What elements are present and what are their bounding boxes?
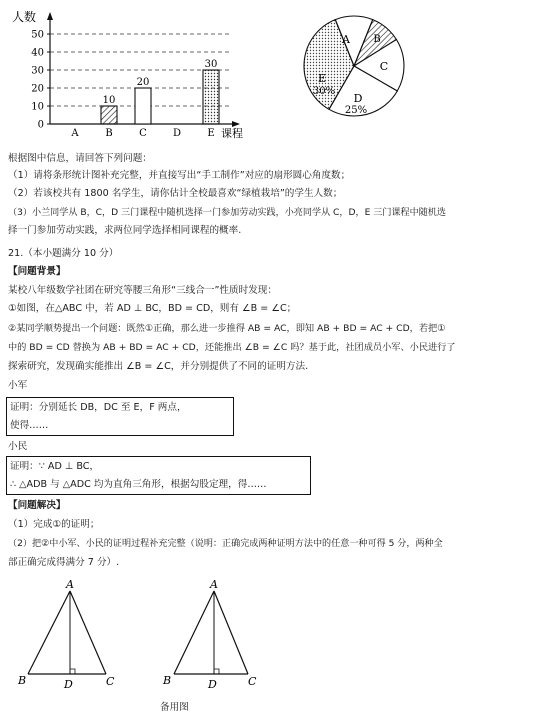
y-axis-arrow	[47, 12, 53, 20]
line-q1: （1）请将条形统计图补充完整，并直接写出“手工制作”对应的扇形圆心角度数；	[8, 170, 351, 181]
y-tick-label: 0	[37, 119, 44, 131]
bar-value-label: 30	[204, 59, 218, 70]
pie-label-c: C	[379, 60, 389, 73]
triangle-figure-2	[160, 578, 270, 693]
bar-x-label: 课程	[221, 127, 243, 140]
xiaomin-proof-line1: 证明：∵ AD ⊥ BC，	[10, 461, 100, 472]
y-tick-label: 40	[31, 47, 44, 59]
pie-chart	[300, 10, 410, 125]
pie-label-b: B	[373, 34, 381, 45]
bar-value-label: 20	[136, 77, 150, 88]
line-q3a: （3）小兰同学从 B，C，D 三门课程中随机选择一门参加劳动实践，小亮同学从 C，D，E 三门课程中随机选	[8, 208, 446, 218]
triangle-figure-1	[14, 578, 124, 693]
pie-value-d: 25%	[344, 105, 368, 116]
xiaomin-proof-line2: ∴ △ADB 与 △ADC 均为直角三角形，根据勾股定理，得……	[10, 479, 267, 490]
heading-background: 【问题背景】	[8, 266, 66, 277]
solve-2a: （2）把②中小军、小民的证明过程补充完整（说明：正确完成两种证明方法中的任意一种可得 5 分，两种全	[8, 539, 443, 549]
bar-B	[101, 106, 117, 124]
xiaomin-label: 小民	[8, 441, 28, 452]
para-2: ①如图，在△ABC 中，若 AD ⊥ BC，BD = CD，则有 ∠B = ∠C；	[8, 303, 297, 314]
xiaomin-proof-box	[6, 456, 311, 495]
pie-label-a: A	[342, 33, 350, 46]
solve-1: （1）完成①的证明；	[8, 519, 100, 530]
heading-solve: 【问题解决】	[8, 500, 66, 511]
xiaojun-proof-box	[6, 397, 234, 436]
y-tick-label: 10	[31, 101, 44, 113]
y-tick-label: 50	[31, 29, 44, 41]
xiaojun-proof-line1: 证明：分别延长 DB，DC 至 E，F 两点，	[10, 402, 187, 413]
fig2-label-b: B	[163, 674, 172, 687]
pie-label-e: E	[317, 72, 327, 85]
solve-2b: 部正确完成得满分 7 分）.	[8, 557, 120, 568]
line-intro: 根据图中信息，请回答下列问题：	[8, 153, 152, 164]
y-tick-label: 20	[31, 83, 44, 95]
para-1: 某校八年级数学社团在研究等腰三角形“三线合一”性质时发现：	[8, 285, 277, 296]
bar-E	[203, 70, 219, 124]
bar-C	[135, 88, 151, 124]
para-3c: 探索研究，发现确实能推出 ∠B = ∠C，并分别提供了不同的证明方法.	[8, 361, 309, 372]
bar-value-label: 10	[102, 95, 116, 106]
pie-value-e: 30%	[312, 86, 336, 97]
question-21: 21.（本小题满分 10 分）	[8, 248, 119, 259]
para-3b: 中的 BD = CD 替换为 AB + BD = AC + CD，还能推出 ∠B = ∠C 吗？基于此，社团成员小军、小民进行了	[8, 342, 456, 353]
y-tick-label: 30	[31, 65, 44, 77]
x-tick-label: C	[139, 128, 147, 139]
xiaojun-proof-line2: 使得……	[10, 420, 49, 431]
x-tick-label: E	[207, 128, 215, 139]
fig1-label-c: C	[106, 675, 115, 688]
bar-y-label: 人数	[12, 10, 37, 24]
fig1-label-b: B	[18, 674, 27, 687]
pie-label-d: D	[353, 92, 363, 105]
x-tick-label: D	[172, 128, 182, 139]
fig1-label-d: D	[64, 678, 73, 691]
xiaojun-label: 小军	[8, 380, 28, 391]
x-tick-label: A	[71, 128, 79, 139]
para-3a: ②某同学顺势提出一个问题：既然①正确，那么进一步推得 AB = AC，即知 AB + BD = AC + CD，若把①	[8, 323, 446, 334]
spare-figure-caption: 备用图	[160, 702, 189, 713]
fig2-label-a: A	[210, 578, 218, 591]
fig1-label-a: A	[66, 578, 74, 591]
line-q3b: 择一门参加劳动实践，求两位同学选择相同课程的概率.	[8, 225, 242, 236]
line-q2: （2）若该校共有 1800 名学生，请你估计全校最喜欢“绿植栽培”的学生人数；	[8, 188, 343, 199]
bar-chart	[0, 0, 270, 145]
fig2-label-d: D	[208, 678, 217, 691]
fig2-label-c: C	[248, 675, 257, 688]
x-tick-label: B	[105, 128, 113, 139]
